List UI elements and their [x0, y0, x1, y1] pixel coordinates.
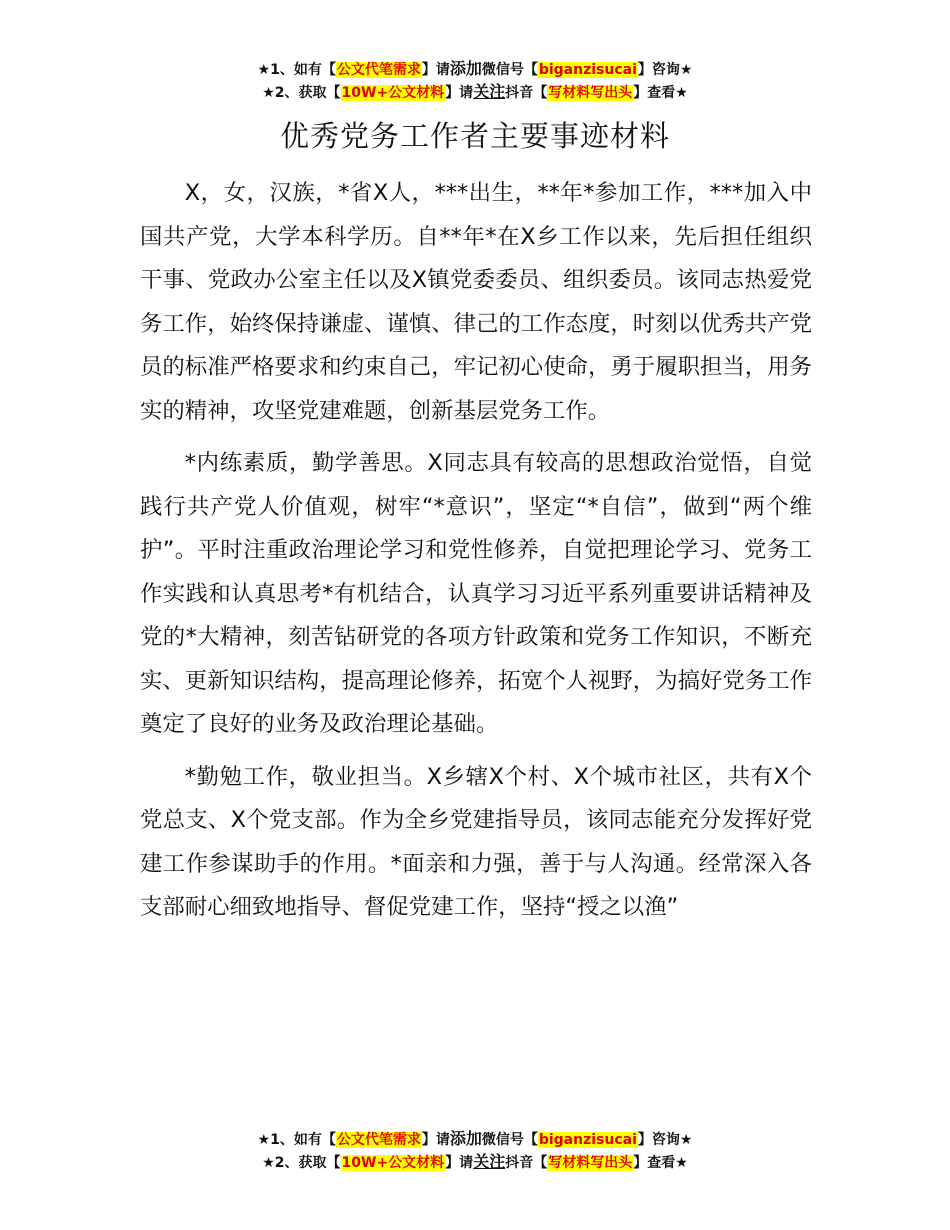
highlight-materials: 10W+公文材料 — [341, 85, 445, 101]
paragraph-study: *内练素质，勤学善思。X同志具有较高的思想政治觉悟，自觉践行共产党人价值观，树牢“*意识”，坚定“*自信”，做到“两个维护”。平时注重政治理论学习和党性修养，自觉把理论学习、党务工作实践和认真思考*有机结合，认真学习习近平系列重要讲话精神及党的*大精神，刻苦钻研党的各项方针政策和党务工作知识，不断充实、更新知识结构，提高理论修养，拓宽个人视野，为搞好党务工作奠定了良好的业务及政治理论基础。 — [140, 450, 812, 737]
paragraph-intro: X，女，汉族，*省X人，***出生，**年*参加工作，***加入中国共产党，大学本科学历。自**年*在X乡工作以来，先后担任组织干事、党政办公室主任以及X镇党委委员、组织委员。该同志热爱党务工作，始终保持谦虚、谨慎、律己的工作态度，时刻以优秀共产党员的标准严格要求和约束自己，牢记初心使命，勇于履职担当，用务实的精神，攻坚党建难题，创新基层党务工作。 — [140, 180, 812, 424]
document-title: 优秀党务工作者主要事迹材料 — [279, 119, 670, 153]
top-promo-banner — [0, 58, 950, 104]
highlight-wechat-id: biganzisucai — [538, 1132, 637, 1148]
highlight-wechat-id: biganzisucai — [538, 62, 637, 78]
bottom-promo-banner — [0, 1128, 950, 1174]
highlight-douyin: 写材料写出头 — [548, 1155, 633, 1171]
highlight-douyin: 写材料写出头 — [548, 85, 633, 101]
highlight-service: 公文代笔需求 — [336, 1132, 421, 1148]
star-icon: ★ — [257, 1132, 271, 1148]
document-body — [140, 172, 812, 939]
highlight-service: 公文代笔需求 — [336, 62, 421, 78]
highlight-materials: 10W+公文材料 — [341, 1155, 445, 1171]
promo-line-2: ★2、获取【10W+公文材料】请关注抖音【写材料写出头】查看★ — [262, 1152, 688, 1171]
star-icon: ★ — [262, 85, 275, 101]
promo-line-1: ★1、如有【公文代笔需求】请添加微信号【biganzisucai】咨询★ — [257, 1129, 693, 1148]
star-icon: ★ — [262, 1155, 275, 1171]
promo-line-2: ★2、获取【10W+公文材料】请关注抖音【写材料写出头】查看★ — [262, 82, 688, 101]
star-icon: ★ — [257, 62, 271, 78]
paragraph-work: *勤勉工作，敬业担当。X乡辖X个村、X个城市社区，共有X个党总支、X个党支部。作为全乡党建指导员，该同志能充分发挥好党建工作参谋助手的作用。*面亲和力强，善于与人沟通。经常深入各支部耐心细致地指导、督促党建工作，坚持“授之以渔” — [140, 763, 812, 920]
promo-line-1: ★1、如有【公文代笔需求】请添加微信号【biganzisucai】咨询★ — [257, 59, 693, 78]
